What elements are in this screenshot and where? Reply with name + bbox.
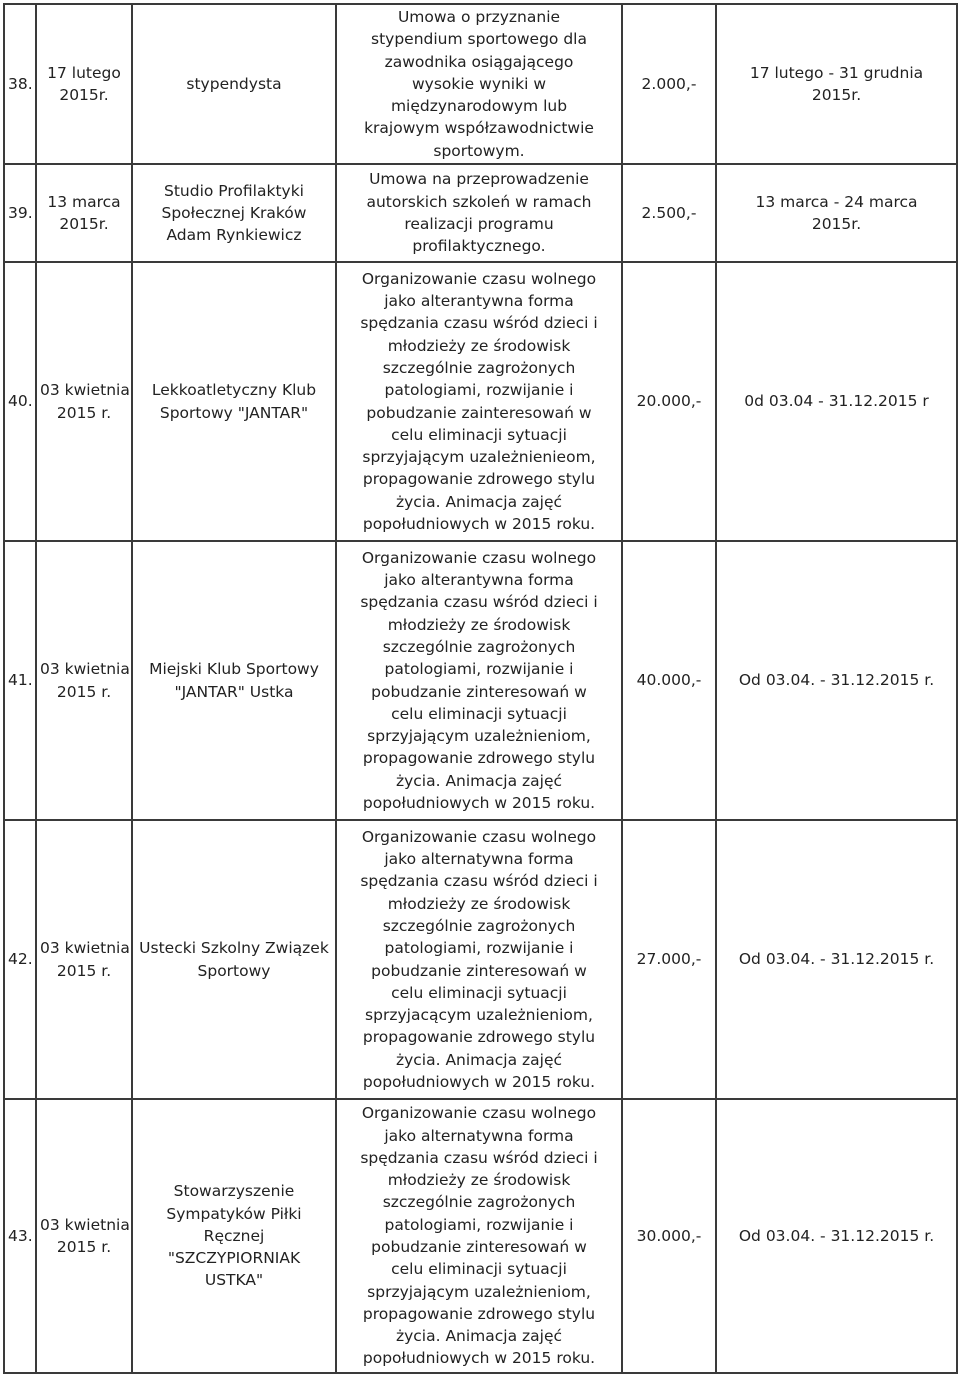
table-row	[4, 1099, 957, 1373]
contract-subject-line: szczególnie zagrożonych	[382, 637, 576, 656]
contract-date-cell	[36, 262, 132, 541]
contract-subject-line: jako alternatywna forma	[384, 850, 574, 869]
contract-subject-line: popołudniowych w 2015 roku.	[362, 1072, 596, 1091]
contract-date-line: 2015 r.	[56, 961, 112, 980]
contractor-line: USTKA"	[204, 1271, 264, 1290]
contract-subject-line: młodzieży ze środowisk	[387, 615, 571, 634]
contract-subject-line: Umowa o przyznanie	[397, 7, 561, 26]
contract-subject-line: szczególnie zagrożonych	[382, 916, 576, 935]
contract-subject-line: patologiami, rozwijanie i	[384, 660, 574, 679]
table-row	[4, 820, 957, 1099]
contractor-cell	[132, 1099, 336, 1373]
contractor-line: Miejski Klub Sportowy	[149, 660, 319, 679]
amount-cell: 30.000,-	[622, 1099, 716, 1373]
contract-subject-line: propagowanie zdrowego stylu	[362, 470, 596, 489]
contract-date-line: 2015 r.	[56, 403, 112, 422]
contract-subject-line: propagowanie zdrowego stylu	[362, 1028, 596, 1047]
row-number-cell: 42.	[4, 820, 36, 1099]
contract-subject-line: sportowym.	[433, 141, 525, 160]
contract-subject-line: życia. Animacja zajęć	[395, 1327, 563, 1346]
contract-subject-line: życia. Animacja zajęć	[395, 771, 563, 790]
contract-subject-cell	[336, 164, 622, 262]
contract-subject-line: sprzyjacącym uzależnieniom,	[365, 1006, 593, 1025]
contract-subject-line: celu eliminacji sytuacji	[391, 704, 567, 723]
contractor-line: Adam Rynkiewicz	[166, 226, 302, 245]
contract-subject-line: Organizowanie czasu wolnego	[361, 1104, 597, 1123]
period-cell	[716, 820, 957, 1099]
row-number-cell: 41.	[4, 541, 36, 820]
contract-subject-cell	[336, 1099, 622, 1373]
contract-date-cell	[36, 164, 132, 262]
contract-subject-line: propagowanie zdrowego stylu	[362, 749, 596, 768]
contract-subject-line: szczególnie zagrożonych	[382, 1193, 576, 1212]
contract-subject-line: młodzieży ze środowisk	[387, 894, 571, 913]
contract-subject-line: patologiami, rozwijanie i	[384, 939, 574, 958]
contractor-line: Sportowy	[197, 961, 271, 980]
row-number-cell: 40.	[4, 262, 36, 541]
contract-subject-line: sprzyjającym uzależnienieom,	[362, 448, 596, 467]
contract-subject-line: profilaktycznego.	[412, 237, 546, 256]
contract-subject-line: spędzania czasu wśród dzieci i	[360, 1148, 598, 1167]
amount-cell: 2.000,-	[622, 4, 716, 164]
period-line: Od 03.04. - 31.12.2015 r.	[738, 950, 935, 969]
contractor-cell	[132, 262, 336, 541]
contractor-line: stypendysta	[186, 74, 282, 93]
contract-subject-line: pobudzanie zainteresowań w	[366, 403, 592, 422]
contract-date-cell	[36, 4, 132, 164]
contractor-cell	[132, 820, 336, 1099]
period-cell	[716, 1099, 957, 1373]
table-row	[4, 262, 957, 541]
contracts-table-body	[4, 4, 957, 1373]
contract-subject-line: sprzyjającym uzależnieniom,	[367, 727, 591, 746]
contractor-line: Ustecki Szkolny Związek	[139, 939, 329, 958]
contract-date-line: 17 lutego	[47, 63, 121, 82]
contract-date-line: 03 kwietnia	[40, 381, 130, 400]
contract-date-cell	[36, 820, 132, 1099]
row-number-cell: 39.	[4, 164, 36, 262]
contract-subject-line: wysokie wyniki w	[411, 74, 547, 93]
contract-date-line: 03 kwietnia	[40, 939, 130, 958]
period-cell	[716, 541, 957, 820]
contractor-line: Stowarzyszenie	[173, 1182, 295, 1201]
contract-subject-line: Organizowanie czasu wolnego	[361, 269, 597, 288]
contract-subject-line: spędzania czasu wśród dzieci i	[360, 314, 598, 333]
contractor-line: Ręcznej	[203, 1226, 265, 1245]
contract-subject-line: Organizowanie czasu wolnego	[361, 548, 597, 567]
contract-subject-line: pobudzanie zinteresowań w	[371, 961, 587, 980]
period-line: 0d 03.04 - 31.12.2015 r	[744, 392, 929, 411]
contractor-cell	[132, 541, 336, 820]
period-cell	[716, 262, 957, 541]
amount-cell: 40.000,-	[622, 541, 716, 820]
contract-subject-line: celu eliminacji sytuacji	[391, 983, 567, 1002]
contract-subject-line: pobudzanie zinteresowań w	[371, 682, 587, 701]
amount-cell: 27.000,-	[622, 820, 716, 1099]
contract-subject-cell	[336, 820, 622, 1099]
contracts-table	[3, 3, 958, 1374]
contract-subject-line: popołudniowych w 2015 roku.	[362, 793, 596, 812]
contract-subject-line: jako alternatywna forma	[384, 1126, 574, 1145]
contract-date-line: 03 kwietnia	[40, 1215, 130, 1234]
period-line: 2015r.	[811, 86, 862, 104]
period-line: 13 marca - 24 marca	[755, 192, 918, 211]
row-number-cell: 43.	[4, 1099, 36, 1373]
row-number-cell: 38.	[4, 4, 36, 164]
contract-date-line: 2015 r.	[56, 682, 112, 701]
contract-subject-line: propagowanie zdrowego stylu	[362, 1304, 596, 1323]
contract-date-line: 2015 r.	[56, 1238, 112, 1256]
contract-subject-line: Organizowanie czasu wolnego	[361, 827, 597, 846]
contract-subject-cell	[336, 262, 622, 541]
contract-subject-line: celu eliminacji sytuacji	[391, 1260, 567, 1279]
contractor-line: Lekkoatletyczny Klub	[151, 381, 317, 400]
contract-subject-line: pobudzanie zinteresowań w	[371, 1238, 587, 1256]
contractor-line: Sportowy "JANTAR"	[159, 403, 309, 422]
amount-cell: 20.000,-	[622, 262, 716, 541]
contractor-line: "JANTAR" Ustka	[174, 682, 294, 701]
contract-subject-cell	[336, 4, 622, 164]
period-cell	[716, 4, 957, 164]
contractor-line: "SZCZYPIORNIAK	[167, 1249, 301, 1268]
contract-subject-line: życia. Animacja zajęć	[395, 492, 563, 511]
contract-subject-line: sprzyjającym uzależnieniom,	[367, 1282, 591, 1301]
contract-date-line: 2015r.	[59, 215, 109, 233]
table-row	[4, 4, 957, 164]
contract-date-line: 2015r.	[59, 86, 109, 104]
contract-subject-cell	[336, 541, 622, 820]
contract-subject-line: życia. Animacja zajęć	[395, 1050, 563, 1069]
period-line: 17 lutego - 31 grudnia	[749, 63, 924, 82]
contract-date-line: 13 marca	[47, 192, 121, 211]
contract-subject-line: jako alterantywna forma	[384, 292, 574, 311]
contract-subject-line: młodzieży ze środowisk	[387, 336, 571, 355]
contract-subject-line: patologiami, rozwijanie i	[384, 1215, 574, 1234]
contract-subject-line: młodzieży ze środowisk	[387, 1171, 571, 1190]
amount-cell: 2.500,-	[622, 164, 716, 262]
contract-subject-line: spędzania czasu wśród dzieci i	[360, 872, 598, 891]
contract-subject-line: międzynarodowym lub	[390, 97, 568, 116]
contract-subject-line: zawodnika osiągającego	[384, 52, 574, 71]
contractor-cell	[132, 4, 336, 164]
contract-subject-line: spędzania czasu wśród dzieci i	[360, 593, 598, 612]
contractor-line: Społecznej Kraków	[161, 203, 307, 222]
contract-subject-line: celu eliminacji sytuacji	[391, 425, 567, 444]
table-row	[4, 164, 957, 262]
contract-subject-line: realizacji programu	[404, 215, 554, 233]
contract-subject-line: jako alterantywna forma	[384, 571, 574, 590]
period-cell	[716, 164, 957, 262]
contractor-line: Studio Profilaktyki	[164, 181, 304, 200]
contract-subject-line: autorskich szkoleń w ramach	[366, 192, 592, 211]
contract-date-cell	[36, 541, 132, 820]
contract-subject-line: popołudniowych w 2015 roku.	[362, 1349, 596, 1368]
contract-subject-line: patologiami, rozwijanie i	[384, 381, 574, 400]
contract-date-line: 03 kwietnia	[40, 660, 130, 679]
contractor-cell	[132, 164, 336, 262]
contract-subject-line: stypendium sportowego dla	[371, 30, 587, 49]
contract-subject-line: Umowa na przeprowadzenie	[369, 170, 589, 189]
contract-date-cell	[36, 1099, 132, 1373]
contractor-line: Sympatyków Piłki	[166, 1204, 302, 1223]
period-line: Od 03.04. - 31.12.2015 r.	[738, 671, 935, 690]
contract-subject-line: popołudniowych w 2015 roku.	[362, 514, 596, 533]
contract-subject-line: krajowym współzawodnictwie	[364, 119, 594, 138]
table-row	[4, 541, 957, 820]
contract-subject-line: szczególnie zagrożonych	[382, 358, 576, 377]
period-line: 2015r.	[811, 215, 862, 233]
period-line: Od 03.04. - 31.12.2015 r.	[738, 1226, 935, 1245]
